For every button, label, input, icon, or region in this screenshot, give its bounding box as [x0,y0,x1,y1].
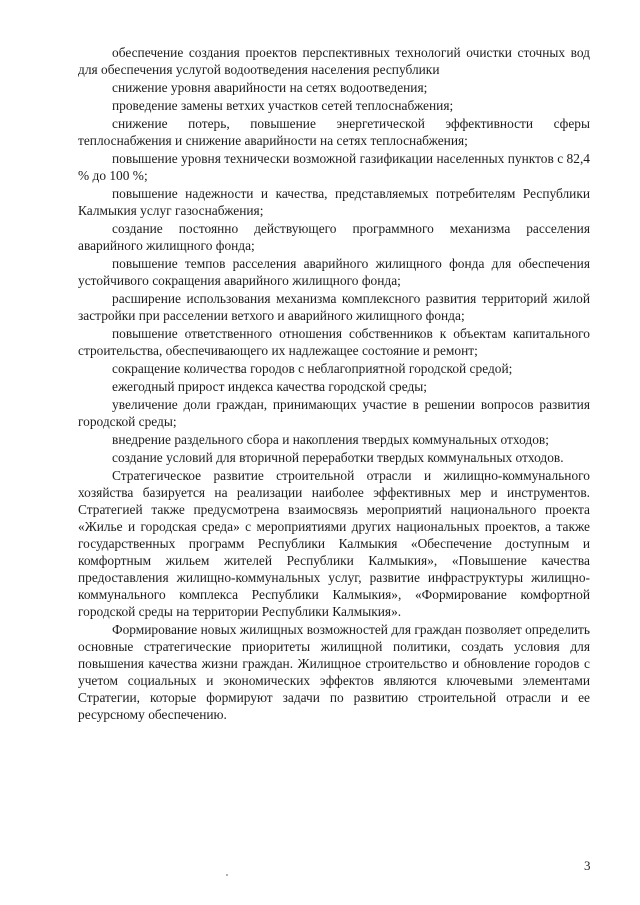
paragraph-owner-responsibility: повышение ответственного отношения собственников к объектам капитального строительства, обеспечивающего их надлежащее состояние и ремонт; [78,326,590,358]
paragraph-gasification: повышение уровня технически возможной газификации населенных пунктов с 82,4 % до 100 %; [78,151,590,183]
document-body [78,44,590,724]
paragraph-housing-opportunities: Формирование новых жилищных возможностей для граждан позволяет определить основные стратегические приоритеты жилищной политики, создать условия для повышения качества жизни граждан. Жилищное строительство и обновление городов с учетом социальных и экономических эффектов являются ключевыми элементами Стратегии, которые формируют задачи по развитию строительной отрасли и ее ресурсному обеспечению. [78,622,590,722]
paragraph-resettlement-mechanism: создание постоянно действующего программного механизма расселения аварийного жилищного фонда; [78,221,590,253]
paragraph-waste-recycling: создание условий для вторичной переработки твердых коммунальных отходов. [112,450,564,465]
scan-artifact-dot [226,874,228,876]
paragraph-wastewater-tech: обеспечение создания проектов перспективных технологий очистки сточных вод для обеспечения услугой водоотведения населения республики [78,45,590,77]
paragraph-gas-reliability: повышение надежности и качества, представляемых потребителям Республики Калмыкия услуг газоснабжения; [78,186,590,218]
paragraph-resettlement-pace: повышение темпов расселения аварийного жилищного фонда для обеспечения устойчивого сокращения аварийного жилищного фонда; [78,256,590,288]
paragraph-citizen-participation: увеличение доли граждан, принимающих участие в решении вопросов развития городской среды; [78,397,590,429]
paragraph-strategic-development: Стратегическое развитие строительной отрасли и жилищно-коммунального хозяйства базируется на реализации наиболее эффективных мер и инструментов. Стратегией также предусмотрена взаимосвязь мероприятий национального проекта «Жилье и городская среда» с мероприятиями других национальных проектов, а также государственных программ Республики Калмыкия «Обеспечение доступным и комфортным жильем жителей Республики Калмыкия», «Повышение качества предоставления жилищно-коммунальных услуг, развитие инфраструктуры жилищно-коммунального комплекса Республики Калмыкия», «Формирование комфортной городской среды на территории Республики Калмыкия». [78,468,590,619]
paragraph-urban-quality-index: ежегодный прирост индекса качества городской среды; [112,379,428,394]
paragraph-unfavorable-cities: сокращение количества городов с неблагоприятной городской средой; [112,361,513,376]
paragraph-sewer-accidents: снижение уровня аварийности на сетях водоотведения; [112,80,428,95]
paragraph-separate-collection: внедрение раздельного сбора и накопления твердых коммунальных отходов; [112,432,549,447]
paragraph-heat-efficiency: снижение потерь, повышение энергетической эффективности сферы теплоснабжения и снижение аварийности на сетях теплоснабжения; [78,116,590,148]
paragraph-territory-development: расширение использования механизма комплексного развития территорий жилой застройки при расселении ветхого и аварийного жилищного фонда; [78,291,590,323]
page-number: 3 [584,858,591,873]
paragraph-heat-network-replacement: проведение замены ветхих участков сетей теплоснабжения; [112,98,454,113]
